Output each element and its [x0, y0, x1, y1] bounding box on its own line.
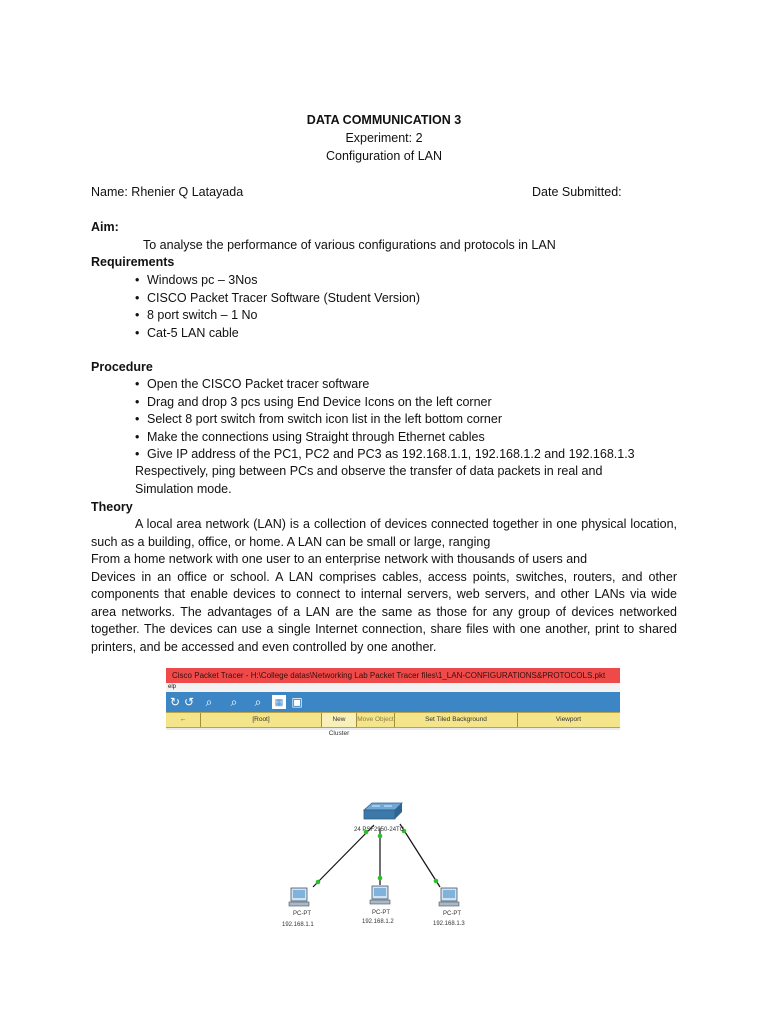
theory-line: Devices in an office or school. A LAN comprises cables, access points, switches, routers, and other — [91, 569, 677, 584]
experiment-subtitle: Configuration of LAN — [325, 149, 443, 163]
pc2-ip: 192.168.1.2 — [362, 919, 394, 925]
list-item: • Drag and drop 3 pcs using End Device Icons on the left corner — [135, 394, 635, 412]
redo-icon: ↻ — [169, 695, 181, 709]
pt-title-bar: Cisco Packet Tracer - H:\College datas\Networking Lab Packet Tracer files\1_LAN-CONFIGURATIONS&PROTOCOLS.pkt — [166, 668, 620, 683]
student-name: Name: Rhenier Q Latayada — [91, 185, 244, 199]
theory-line: A local area network (LAN) is a collection of devices connected together in one physical location, — [135, 517, 677, 531]
palette-icon: ▦ — [272, 695, 286, 709]
undo-icon: ↺ — [183, 695, 195, 709]
list-item: • Give IP address of the PC1, PC2 and PC3 as 192.168.1.1, 192.168.1.2 and 192.168.1.3 — [135, 446, 635, 464]
aim-heading: Aim: — [91, 220, 119, 234]
list-item: • Cat-5 LAN cable — [135, 325, 420, 343]
theory-line: area networks. The advantages of a LAN are the same as those for any group of devices networked — [91, 604, 677, 619]
date-submitted-label: Date Submitted: — [532, 185, 622, 199]
zoom-reset-icon: ⌕ — [230, 695, 238, 709]
link-light — [434, 879, 439, 884]
list-item: • 8 port switch – 1 No — [135, 307, 420, 325]
procedure-continuation-1: Respectively, ping between PCs and observe the transfer of data packets in real and — [135, 464, 603, 478]
pc1-type: PC-PT — [293, 911, 311, 917]
zoom-in-icon: ⌕ — [205, 695, 213, 709]
list-item: • CISCO Packet Tracer Software (Student Version) — [135, 290, 420, 308]
link-light — [378, 834, 383, 839]
pc1-ip: 192.168.1.1 — [282, 922, 314, 928]
theory-heading: Theory — [91, 500, 133, 514]
pt-menu-bar: elp — [166, 683, 620, 692]
pc3-ip: 192.168.1.3 — [433, 921, 465, 927]
switch-label: 24 PSF2950-24TC — [354, 827, 405, 833]
move-object-cell: Move Object — [357, 713, 395, 727]
theory-line: From a home network with one user to an enterprise network with thousands of users and — [91, 552, 588, 566]
procedure-heading: Procedure — [91, 360, 153, 374]
theory-line: such as a building, office, or home. A LAN can be small or large, ranging — [91, 534, 491, 549]
list-item: • Windows pc – 3Nos — [135, 272, 420, 290]
tiled-background-cell: Set Tiled Background — [395, 713, 518, 727]
link-pc3 — [400, 824, 440, 887]
pc1-icon — [289, 888, 309, 906]
link-light — [378, 876, 383, 881]
requirements-heading: Requirements — [91, 255, 175, 269]
theory-line: together. The devices can use a single Internet connection, share files with one another, print to shared — [91, 622, 677, 636]
root-cell: [Root] — [201, 713, 322, 727]
theory-line: printers, and be accessed and even controlled by one another. — [91, 639, 437, 654]
network-links — [313, 824, 440, 887]
list-item: • Make the connections using Straight through Ethernet cables — [135, 429, 635, 447]
zoom-out-icon: ⌕ — [254, 695, 262, 709]
experiment-number: Experiment: 2 — [345, 131, 423, 145]
viewport-cell: Viewport — [555, 716, 582, 723]
switch-icon — [364, 803, 402, 819]
pc2-type: PC-PT — [372, 910, 390, 916]
new-cluster-cell: New Cluster — [322, 713, 357, 727]
aim-text: To analyse the performance of various configurations and protocols in LAN — [143, 238, 556, 252]
list-item: • Select 8 port switch from switch icon list in the left bottom corner — [135, 411, 635, 429]
theory-line: components that enable devices to connect to internal servers, web servers, and other LANs via wide — [91, 587, 677, 601]
custom-device-icon: ▣ — [291, 695, 303, 709]
link-pc1 — [313, 825, 374, 887]
link-light — [316, 880, 321, 885]
pc3-icon — [439, 888, 459, 906]
course-title: DATA COMMUNICATION 3 — [306, 113, 462, 127]
pc2-icon — [370, 886, 390, 904]
back-arrow-icon: ← — [166, 713, 201, 727]
pc3-type: PC-PT — [443, 911, 461, 917]
list-item: • Open the CISCO Packet tracer software — [135, 376, 635, 394]
procedure-continuation-2: Simulation mode. — [135, 482, 232, 496]
